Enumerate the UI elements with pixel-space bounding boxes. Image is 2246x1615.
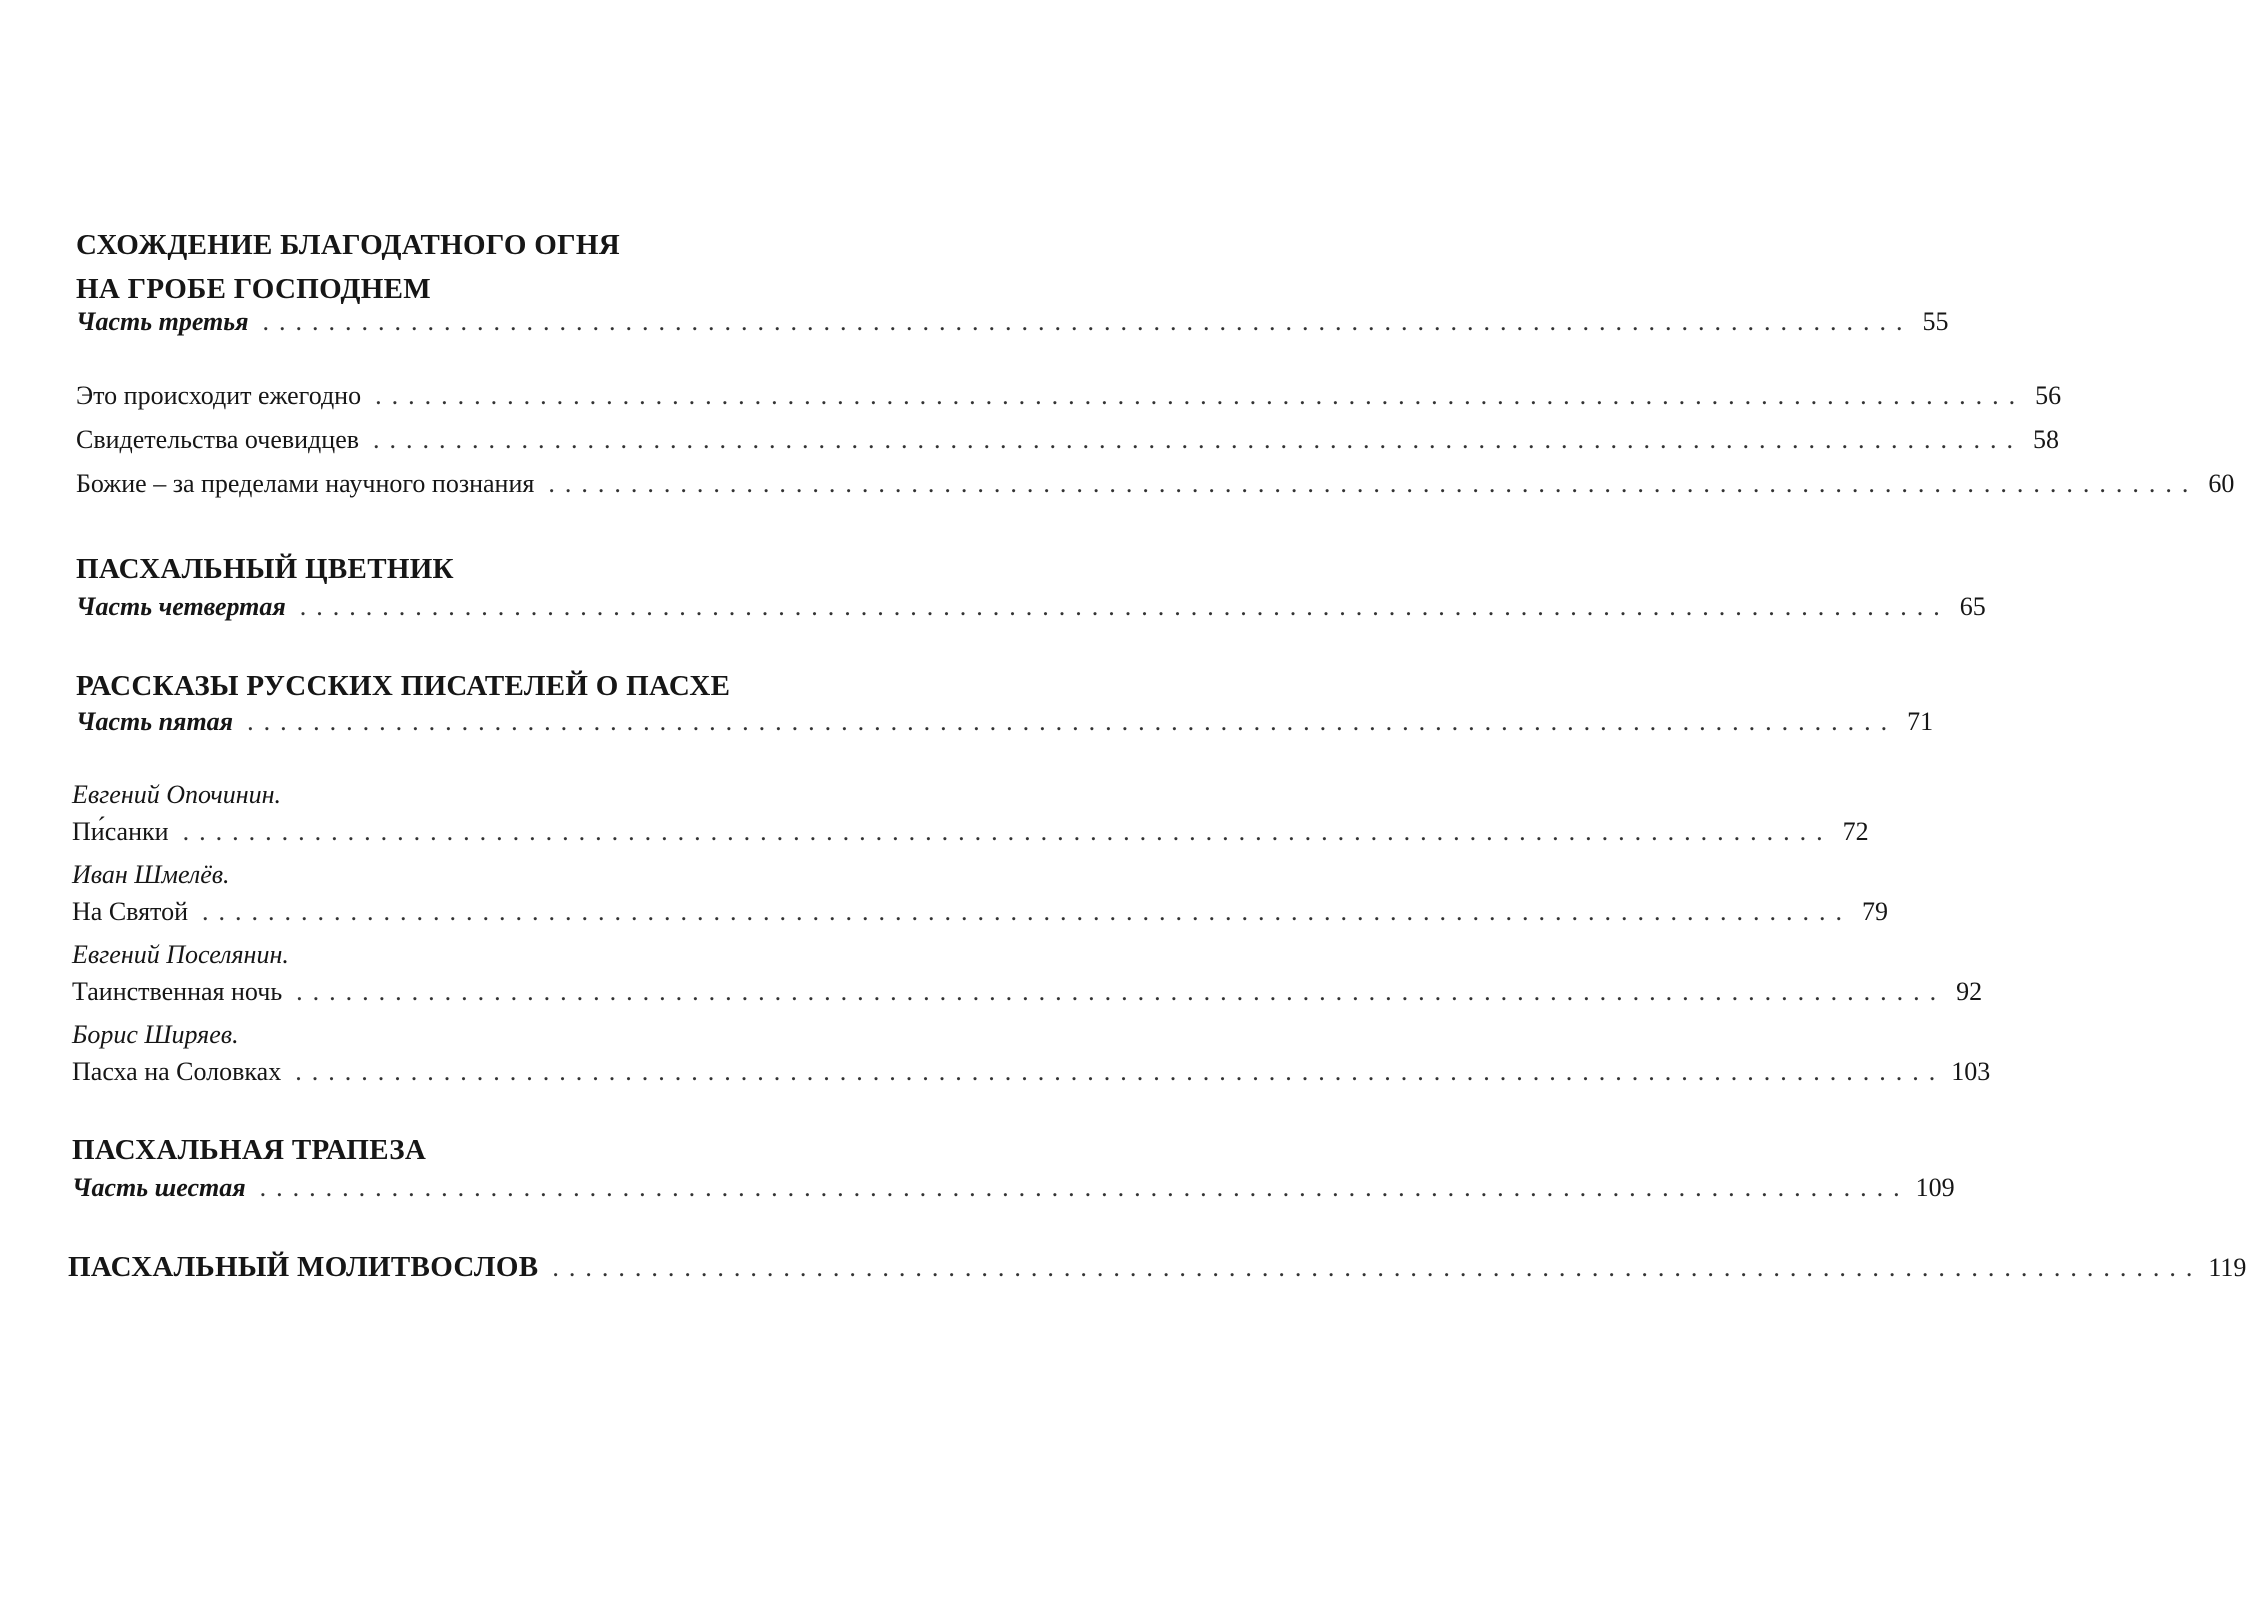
page-number: 56 — [2035, 381, 2062, 410]
dot-leader: .................................................................................................... — [262, 307, 1913, 336]
toc-entry-label: Божие – за пределами научного познания — [76, 469, 535, 498]
dot-leader: .................................................................................................... — [552, 1253, 2203, 1282]
section-heading-holy-fire — [76, 223, 906, 311]
section-heading-easter-meal: ПАСХАЛЬНАЯ ТРАПЕЗА — [72, 1134, 427, 1166]
author-name: Борис Ширяев. — [72, 1020, 239, 1049]
dot-leader: .................................................................................................... — [299, 592, 1950, 621]
toc-entry-story[interactable] — [72, 970, 1983, 1014]
dot-leader: .................................................................................................... — [247, 707, 1898, 736]
page-number: 55 — [1922, 307, 1949, 336]
toc-entry-label: На Святой — [72, 897, 188, 926]
toc-entry-label: ПАСХАЛЬНЫЙ МОЛИТВОСЛОВ — [68, 1251, 539, 1283]
dot-leader: .................................................................................................... — [373, 425, 2024, 454]
page-number: 103 — [1951, 1057, 1991, 1086]
toc-entry-label: Пи́санки — [72, 817, 169, 846]
section-heading-flower-garden: ПАСХАЛЬНЫЙ ЦВЕТНИК — [76, 553, 454, 585]
dot-leader: .................................................................................................... — [201, 897, 1852, 926]
page-number: 58 — [2033, 425, 2060, 454]
page-number: 60 — [2208, 469, 2235, 498]
toc-entry-label: Пасха на Соловках — [72, 1057, 282, 1086]
dot-leader: .................................................................................................... — [548, 469, 2199, 498]
page-number: 72 — [1842, 817, 1869, 846]
page-number: 109 — [1915, 1173, 1955, 1202]
heading-line-1: СХОЖДЕНИЕ БЛАГОДАТНОГО ОГНЯ — [76, 229, 620, 261]
toc-entry-story[interactable] — [72, 810, 1869, 854]
section-heading-stories: РАССКАЗЫ РУССКИХ ПИСАТЕЛЕЙ О ПАСХЕ — [76, 670, 731, 702]
toc-entry-story[interactable] — [72, 1050, 1991, 1094]
toc-entry-part-five[interactable] — [76, 700, 1934, 744]
toc-entry-label: Часть пятая — [76, 707, 234, 736]
dot-leader: .................................................................................................... — [182, 817, 1833, 846]
toc-entry-label: Часть шестая — [72, 1173, 246, 1202]
toc-entry-story[interactable] — [72, 890, 1888, 934]
toc-entry-yearly[interactable] — [76, 374, 2062, 418]
dot-leader: .................................................................................................... — [375, 381, 2026, 410]
toc-entry-witnesses[interactable] — [76, 418, 2060, 462]
dot-leader: .................................................................................................... — [296, 977, 1947, 1006]
author-name: Иван Шмелёв. — [72, 860, 230, 889]
toc-entry-label: Часть третья — [76, 307, 249, 336]
page-number: 65 — [1959, 592, 1986, 621]
toc-entry-label: Это происходит ежегодно — [76, 381, 362, 410]
dot-leader: .................................................................................................... — [259, 1173, 1910, 1202]
toc-entry-prayer-book[interactable] — [68, 1245, 2246, 1289]
toc-entry-beyond-science[interactable] — [76, 462, 2235, 506]
page-number: 119 — [2208, 1253, 2246, 1282]
page-number: 92 — [1956, 977, 1983, 1006]
page-number: 79 — [1861, 897, 1888, 926]
author-name: Евгений Опочинин. — [72, 780, 282, 809]
page-number: 71 — [1907, 707, 1934, 736]
toc-entry-label: Часть четвертая — [76, 592, 286, 621]
toc-entry-part-six[interactable] — [72, 1166, 1955, 1210]
author-name: Евгений Поселянин. — [72, 940, 289, 969]
dot-leader: .................................................................................................... — [295, 1057, 1946, 1086]
toc-entry-label: Таинственная ночь — [72, 977, 283, 1006]
toc-entry-part-four[interactable] — [76, 585, 1986, 629]
heading-line-2: НА ГРОБЕ ГОСПОДНЕМ — [76, 273, 431, 305]
toc-entry-part-three[interactable] — [76, 300, 1949, 344]
toc-entry-label: Свидетельства очевидцев — [76, 425, 360, 454]
